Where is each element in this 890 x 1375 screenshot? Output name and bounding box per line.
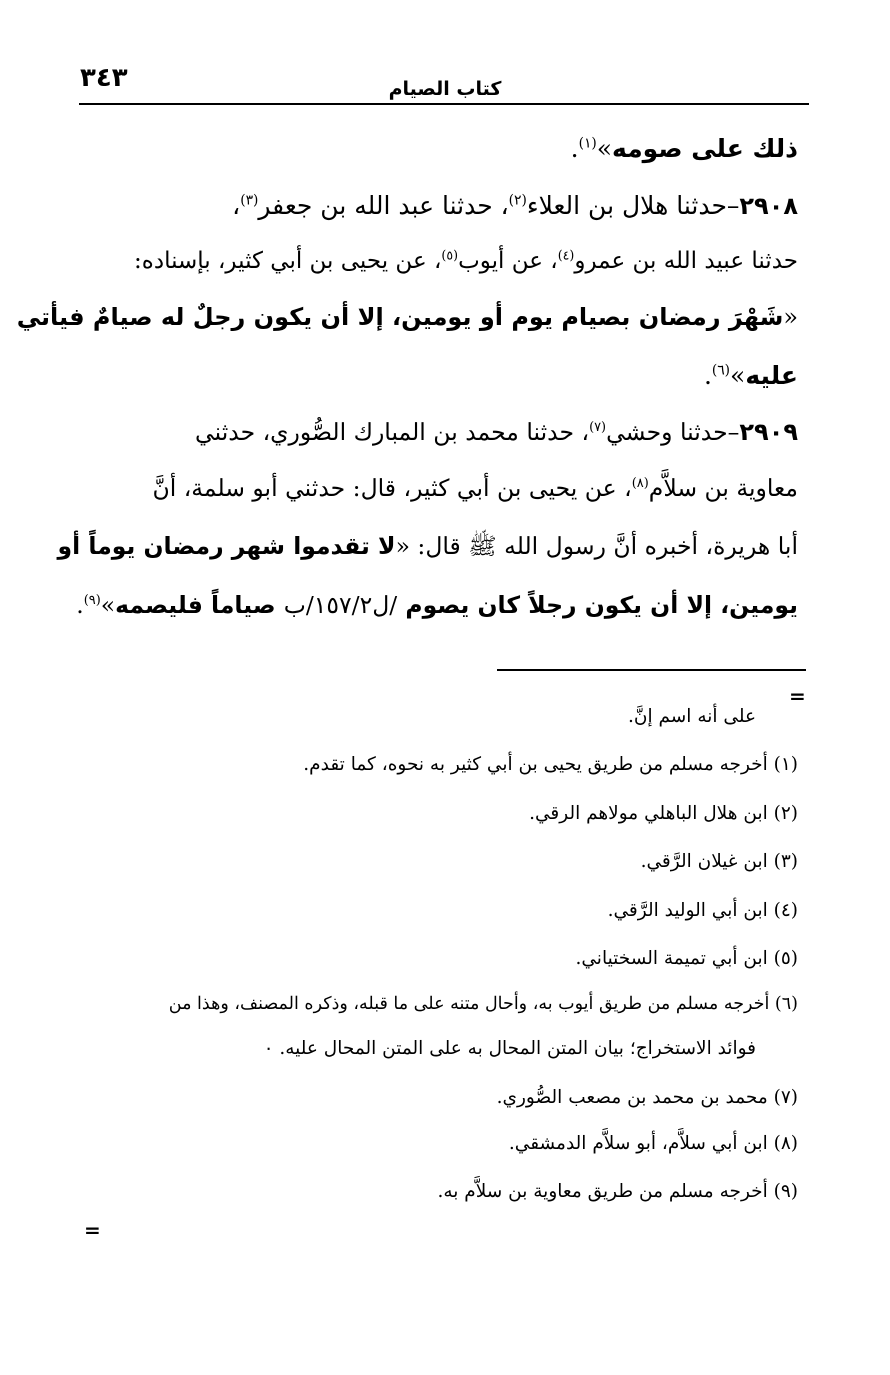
folio-marker: /ل١٥٧/٢/ب [283, 591, 398, 619]
hadith-2909-line-3: أبا هريرة، أخبره أنَّ رسول الله ﷺ قال: «لا تقدموا شهر رمضان يوماً أو [57, 532, 798, 560]
page-number: ٣٤٣ [80, 63, 128, 93]
hadith-2908-line-1: ٢٩٠٨–حدثنا هلال بن العلاء$^{(٢)}$، حدثنا عبد الله بن جعفر$^{(٣)}$، [232, 191, 798, 220]
hadith-2908-matn-1: «شَهْرَ رمضان بصيام يوم أو يومين، إلا أن يكون رجلٌ له صيامٌ فيأتي [16, 303, 798, 331]
footnote-continuation: على أنه اسم إنَّ. [628, 706, 756, 727]
hadith-2908-line-2: حدثنا عبيد الله بن عمرو$^{(٤)}$، عن أيوب$^{(٥)}$، عن يحيى بن أبي كثير، بإسناده: [134, 247, 798, 274]
header-rule [79, 103, 809, 105]
hadith-2909-line-2: معاوية بن سلاَّم$^{(٨)}$، عن يحيى بن أبي كثير، قال: حدثني أبو سلمة، أنَّ [152, 474, 798, 502]
text-line-1: ذلك على صومه»$^{(١)}$. [570, 134, 798, 163]
hadith-number: ٢٩٠٨ [739, 192, 798, 220]
footnote-6: (٦) أخرجه مسلم من طريق أيوب به، وأحال متنه على ما قبله، وذكره المصنف، وهذا من [168, 994, 798, 1014]
footnote-4: (٤) ابن أبي الوليد الرَّقي. [607, 900, 798, 921]
hadith-2908-matn-2: عليه»$^{(٦)}$. [703, 361, 798, 390]
hadith-number: ٢٩٠٩ [739, 418, 798, 446]
running-head-title: كتاب الصيام [388, 78, 502, 100]
hadith-2909-matn: يومين، إلا أن يكون رجلاً كان يصوم /ل١٥٧/٢/ب صياماً فليصمه»$^{(٩)}$. [76, 591, 798, 619]
footnote-9: (٩) أخرجه مسلم من طريق معاوية بن سلاَّم به. [437, 1181, 798, 1202]
footnote-5: (٥) ابن أبي تميمة السختياني. [575, 948, 798, 969]
footnote-1: (١) أخرجه مسلم من طريق يحيى بن أبي كثير به نحوه، كما تقدم. [303, 754, 798, 775]
footnote-3: (٣) ابن غيلان الرَّقي. [640, 851, 798, 872]
footnote-2: (٢) ابن هلال الباهلي مولاهم الرقي. [529, 803, 798, 824]
continuation-marker: = [789, 684, 806, 708]
footnote-rule [497, 669, 806, 671]
end-marker: = [84, 1218, 101, 1242]
hadith-2909-line-1: ٢٩٠٩–حدثنا وحشي$^{(٧)}$، حدثنا محمد بن المبارك الصُّوري، حدثني [195, 418, 798, 446]
footnote-7: (٧) محمد بن محمد بن مصعب الصُّوري. [496, 1087, 798, 1108]
footnote-6-continued: فوائد الاستخراج؛ بيان المتن المحال به على المتن المحال عليه. ٠ [263, 1038, 756, 1059]
footnote-8: (٨) ابن أبي سلاَّم، أبو سلاَّم الدمشقي. [508, 1133, 798, 1154]
